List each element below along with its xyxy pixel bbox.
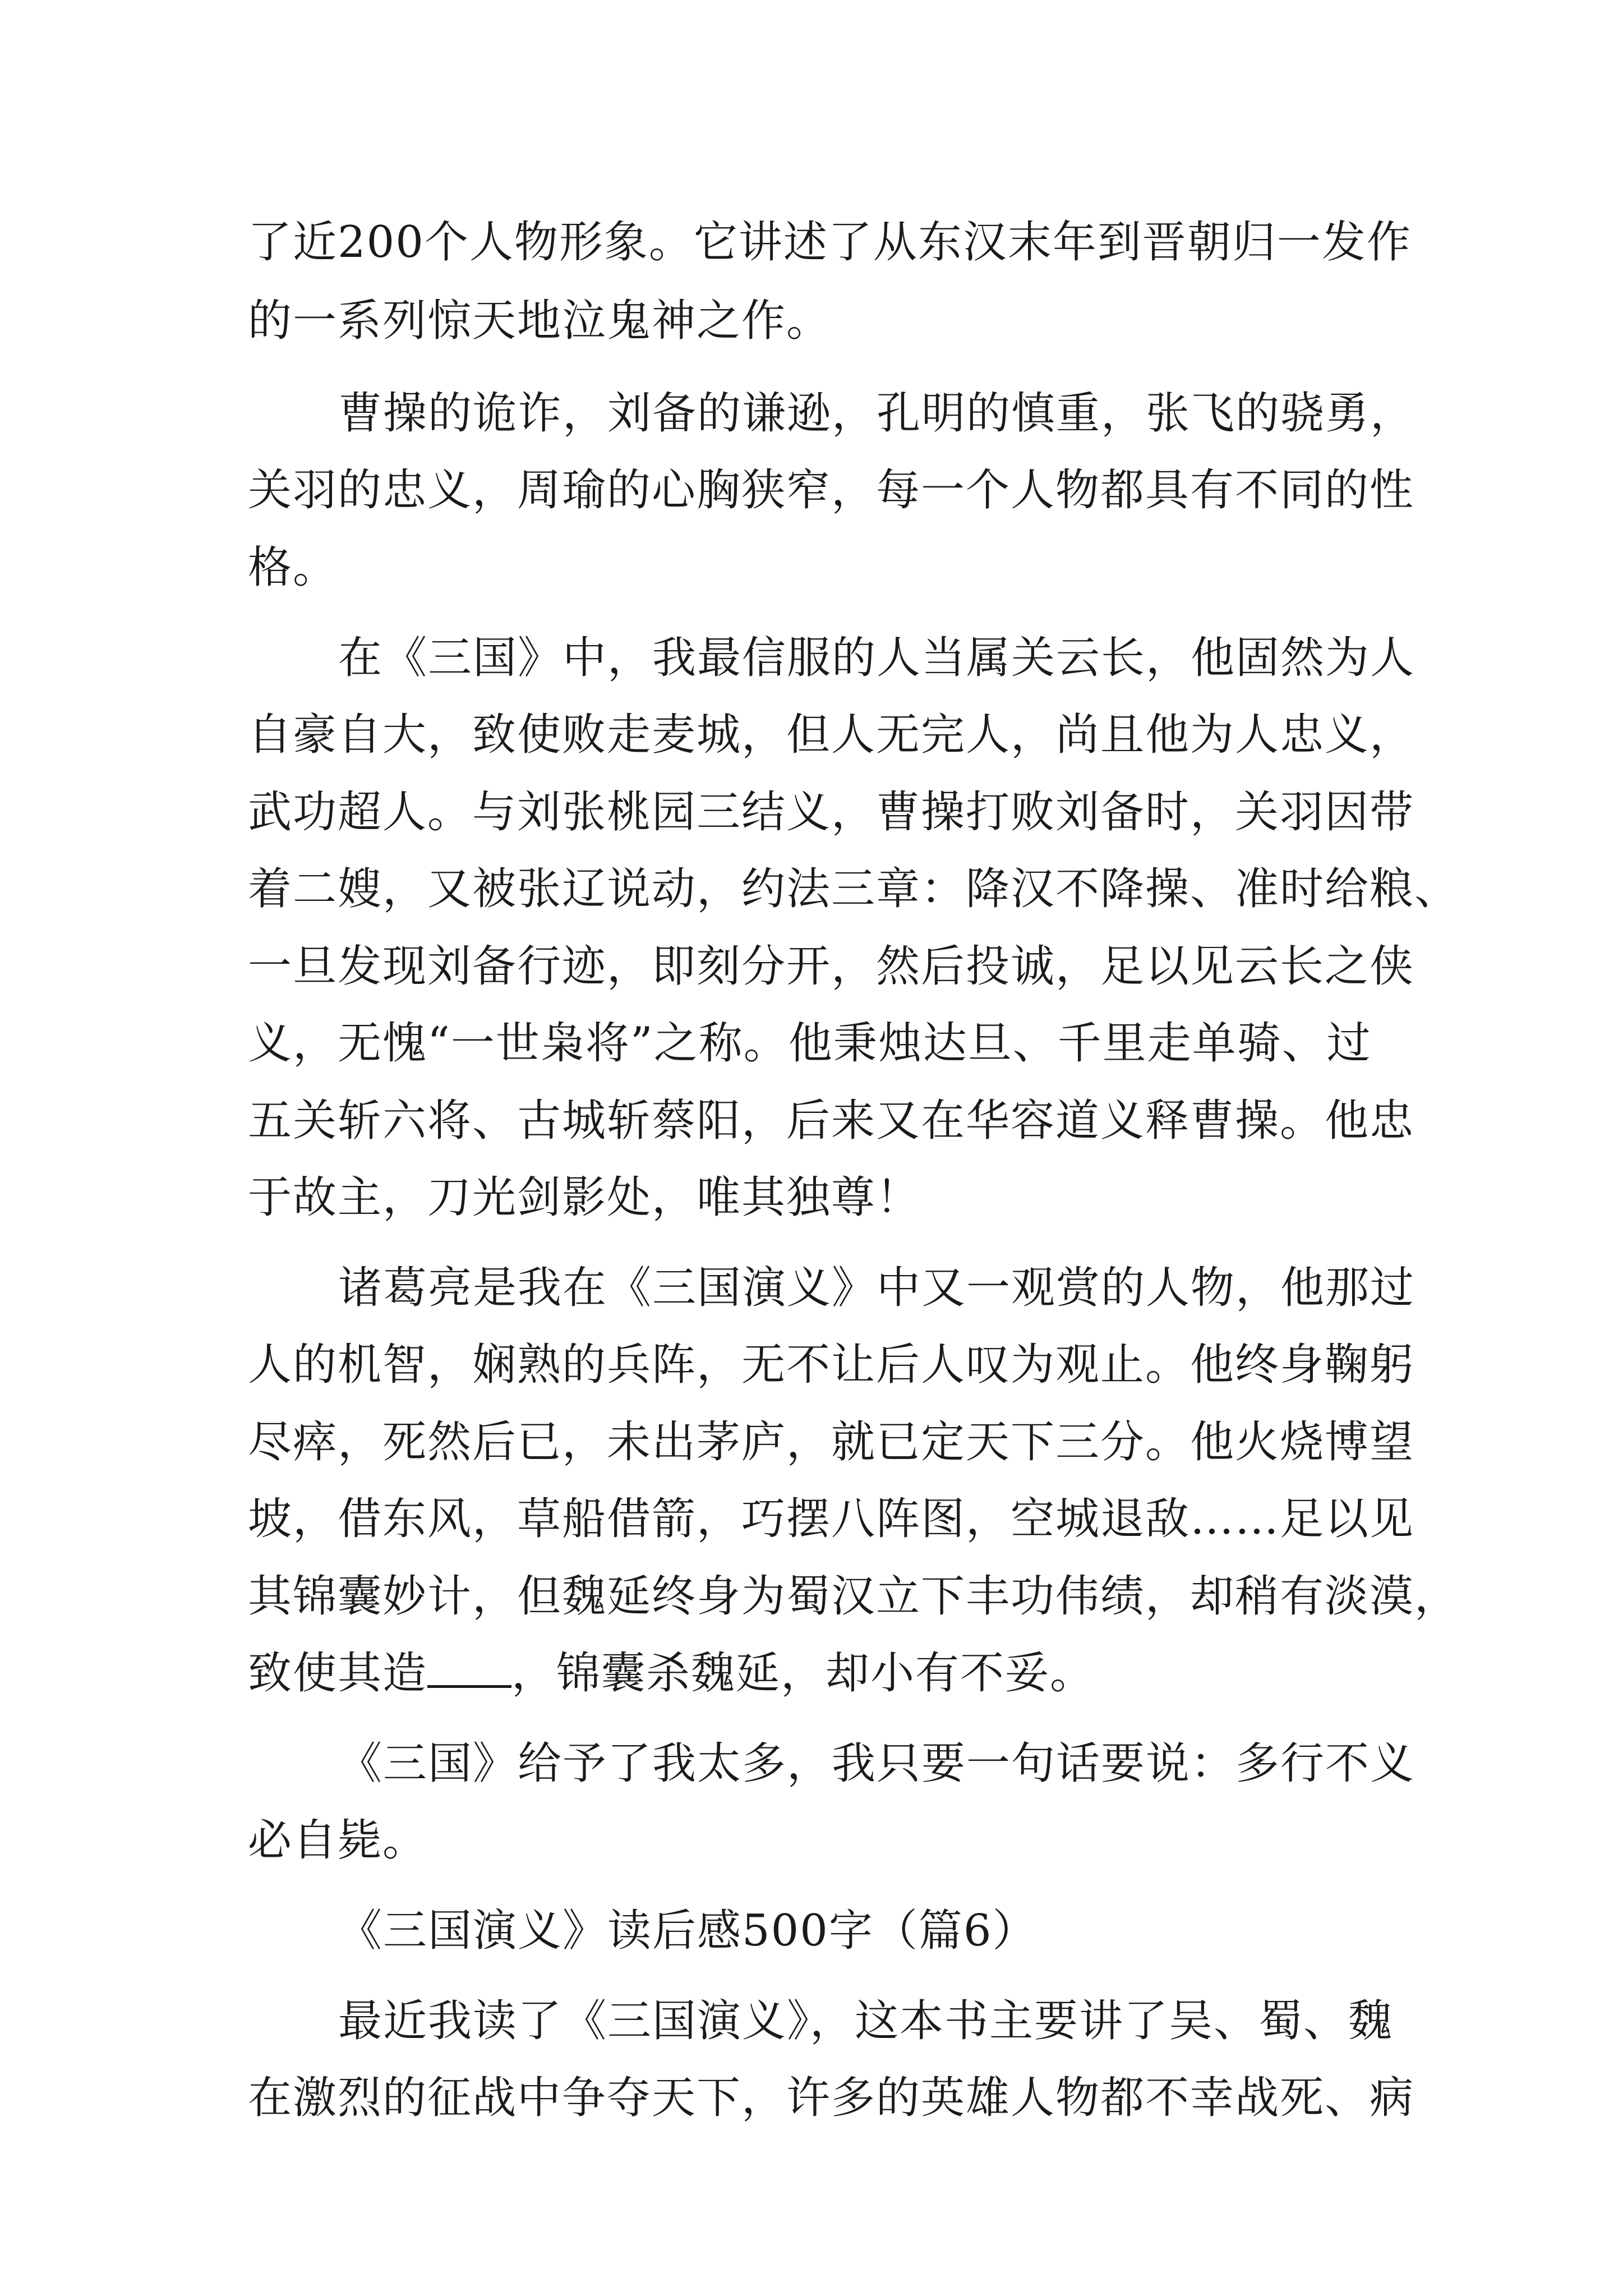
text-line: 关羽的忠义，周瑜的心胸狭窄，每一个人物都具有不同的性 [248,465,1415,516]
text-line: 武功超人。与刘张桃园三结义，曹操打败刘备时，关羽因带 [248,787,1415,838]
text-line: 必自毙。 [248,1815,428,1866]
text-line: 着二嫂，又被张辽说动，约法三章：降汉不降操、准时给粮、 [248,864,1460,914]
text-line: 自豪自大，致使败走麦城，但人无完人，尚且他为人忠义， [248,710,1415,760]
text-line: 义，无愧“一世枭将”之称。他秉烛达旦、千里走单骑、过 [248,1018,1372,1069]
text-line: 人的机智，娴熟的兵阵，无不让后人叹为观止。他终身鞠躬 [248,1340,1415,1390]
text-line: 最近我读了《三国演义》，这本书主要讲了吴、蜀、魏 [338,1996,1394,2046]
text-line: 五关斩六将、古城斩蔡阳，后来又在华容道义释曹操。他忠 [248,1096,1415,1146]
text-line: 坡，借东风，草船借箭，巧摆八阵图，空城退敌……足以见 [248,1494,1415,1544]
text-line: 了近200个人物形象。它讲述了从东汉末年到晋朝归一发作 [248,217,1412,268]
section-heading: 《三国演义》读后感500字（篇6） [338,1906,1038,1956]
text-line: 曹操的诡诈，刘备的谦逊，孔明的慎重，张飞的骁勇， [338,388,1415,439]
text-line: 一旦发现刘备行迹，即刻分开，然后投诚，足以见云长之侠 [248,941,1415,992]
text-line: 的一系列惊天地泣鬼神之作。 [248,296,832,346]
line-start: 致使其造 [248,1648,428,1699]
text-line: 尽瘁，死然后已，未出茅庐，就已定天下三分。他火烧博望 [248,1417,1415,1467]
text-line: 《三国》给予了我太多，我只要一句话要说：多行不义 [338,1738,1415,1789]
text-line: 在激烈的征战中争夺天下，许多的英雄人物都不幸战死、病 [248,2073,1415,2123]
text-line: 诸葛亮是我在《三国演义》中又一观赏的人物，他那过 [338,1263,1415,1313]
text-line: 于故主，刀光剑影处，唯其独尊！ [248,1172,921,1223]
text-line: 其锦囊妙计，但魏延终身为蜀汉立下丰功伟绩，却稍有淡漠， [248,1571,1460,1622]
text-line: 格。 [248,542,338,593]
line-end: ，锦囊杀魏延，却小有不妥。 [511,1648,1095,1699]
fill-in-blank [427,1646,511,1688]
text-line-with-blank [0,1634,1623,1713]
text-line: 在《三国》中，我最信服的人当属关云长，他固然为人 [338,633,1415,683]
